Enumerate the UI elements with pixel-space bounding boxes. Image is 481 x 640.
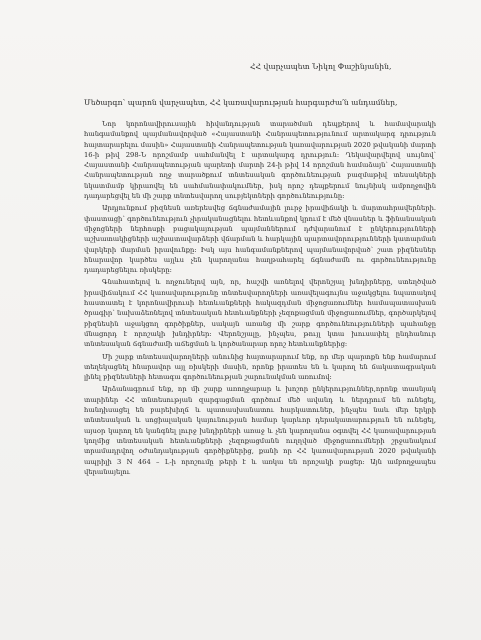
letter-salutation: Մեծարգո՝ պարոն վարչապետ, ՀՀ կառավարության հարգարժա՛ն անդամներ, xyxy=(84,98,398,107)
letter-addressee: ՀՀ վարչապետ Նիկոլ Փաշինյանին, xyxy=(250,62,392,71)
paragraph: Գնահատելով և ողջունելով այն, որ, հաշվի առնելով վերոնշյալ խնդիրները, ստեղծված իրավիճակում ՀՀ կառավարությունը տնտեսվարողների առավելագույնս աջակցելու նպատակով հաստատել է կորոնավիրուսի հետևանքների հակազդման միջոցառումներ համապատասխան ծրագիր՝ նախաձեռնելով տնտեսական հետևանքների չեզոքացման միջոցառումներ, գործարկելով բիզնեսին աջակցող գործիքներ, սակայն առանց մի շարք գործունեությունների պահանջը մնացորդ է որոշակի խնդիրներ: Վերոնշյալը, ինչպես, թույլ կտա խուսափել ընդհանուր տնտեսական ճգնաժամի աճեցման և կործանարար որոշ հետևանքներից: xyxy=(84,278,436,349)
paragraph: Նոր կորոնավիրուսային հիվանդության տարածման դեպքերով և համավարակի հանգամանքով պայմանավորված «Հայաստանի Հանրապետությունում արտակարգ դրություն հայտարարելու մասին» Հայաստանի Հանրապետության կառավարության 2020 թվականի մարտի 16-ի թիվ 298-Ն որոշմամբ սահմանվել է արտակարգ դրություն: Ղեկավարվելով սույնով՝ Հայաստանի Հանրապետության պարետի մարտի 24-ի թիվ 14 որոշման համաձայն՝ Հայաստանի Հանրապետության ողջ տարածքում տնտեսական գործունեության բազմաթիվ տեսակների նկատմամբ կիրառվել են սահմանափակումներ, իսկ որոշ դեպքերում նույնիսկ ամբողջովին դադարեցվել են մի շարք տնտեսվարող սուբյեկտների գործունեությունը: xyxy=(84,120,436,201)
paragraph: Արձանագրում ենք, որ մի շարք առողջարար և խոշոր ընկերություններ,որոնք տասնյակ տարիներ ՀՀ տնտեսության զարգացման գործում մեծ ավանդ և ներդրում են ունեցել, հանդիսացել են բարեխիղճ և պատասխանատու հարկատուներ, ինչպես նաև մեր երկրի տնտեսական և սոցիալական կայունության համար կարևոր դերակատարություն են ունեցել, այսօր կարող են կանգնել լուրջ խնդիրների առաջ և չեն կարողանա օգտվել ՀՀ կառավարության կողմից տնտեսական հետևանքների չեզոքացմանն ուղղված միջոցառումների շրջանակում տրամադրվող օժանդակության գործիքներից, քանի որ ՀՀ կառավարության 2020 թվականի ապրիլի 3 N 464 – Լ-ի որոշումը թերի է և առկա են որոշակի բացեր: Այն ամբողջապես վերանայելու xyxy=(84,385,436,476)
paragraph: Մի շարք տնտեսավարողների անունից հայտարարում ենք, որ մեր պարտքն ենք համարում տեղեկացնել հնարավոր այլ ռիսկերի մասին, որոնք իրատես են և կարող են ճակատագրական լինել բիզնեսների հետագա գործունեության շարունակման առումով: xyxy=(84,352,436,382)
letter-body xyxy=(84,119,436,479)
paragraph: Արդյունքում բիզնեսն առերեսվեց ճգնաժամային լուրջ իրավիճակի և մարտահրավերների. փաստացի՝ գործունեություն չիրականացնելու հետևանքով կրում է մեծ վնասներ և ֆինանսական միջոցների ներհոսքի բացակայության պայմաններում դժվարանում է ընկերությունների աշխատակիցների աշխատավարձերի վճարման և հարկային պարտավորությունների կատարման վարկերի մարման իրավունքը: Իսկ այս հանգամանքներով պայմանավորված՝ շատ բիզնեսներ հնարավոր կարծես այլևս չեն կարողանա հաղթահարել ճգնաժամն ու գործունեությունը դադարեցնելու ռիսկերը: xyxy=(84,204,436,275)
